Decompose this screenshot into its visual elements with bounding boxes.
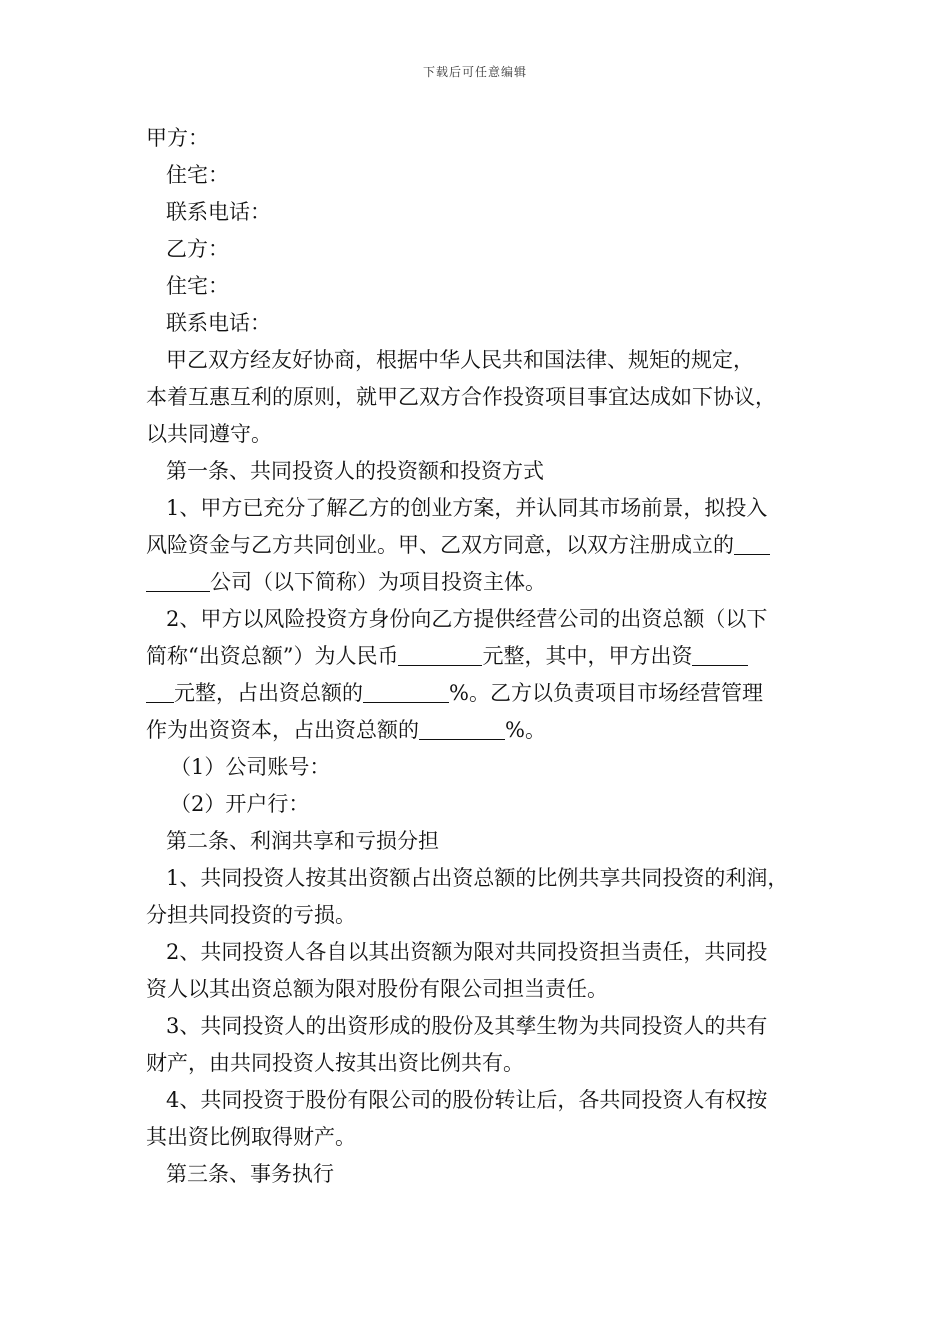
article-2-item: 分担共同投资的亏损。	[146, 903, 356, 927]
article-2-title: 第二条、利润共享和亏损分担	[166, 829, 439, 853]
article-1-para-2	[146, 712, 814, 749]
article-2-item: 财产，由共同投资人按其出资比例共有。	[146, 1051, 524, 1075]
article-2-item: 4、共同投资于股份有限公司的股份转让后，各共同投资人有权按	[166, 1088, 768, 1112]
company-account: （1）公司账号：	[170, 755, 331, 779]
article-1-title: 第一条、共同投资人的投资额和投资方式	[166, 459, 544, 483]
article-3-title: 第三条、事务执行	[166, 1162, 334, 1186]
article-1-para-2	[146, 675, 814, 712]
party-b-label: 乙方：	[166, 237, 229, 261]
article-1-para-2-text: 元整，其中，甲方出资	[482, 644, 693, 668]
party-a-amount-blank	[146, 680, 174, 703]
intro-line: 甲乙双方经友好协商，根据中华人民共和国法律、规矩的规定，	[166, 348, 754, 372]
party-a-phone: 联系电话：	[166, 200, 271, 224]
party-a-percent-blank	[363, 680, 449, 703]
article-2-item: 3、共同投资人的出资形成的股份及其孳生物为共同投资人的共有	[166, 1014, 768, 1038]
party-a-label: 甲方：	[146, 126, 209, 150]
article-1-para-1	[146, 527, 814, 564]
party-a-address: 住宅：	[166, 163, 229, 187]
article-2-item: 资人以其出资总额为限对股份有限公司担当责任。	[146, 977, 608, 1001]
article-1-para-2-text: %。乙方以负责项目市场经营管理	[449, 681, 763, 705]
article-1-para-1	[146, 564, 814, 601]
article-1-para-2	[146, 638, 814, 675]
opening-bank: （2）开户行：	[170, 792, 310, 816]
party-b-percent-blank	[419, 717, 505, 740]
article-1-para-2-text: %。	[505, 718, 546, 742]
article-2-item: 1、共同投资人按其出资额占出资总额的比例共享共同投资的利润，	[166, 866, 789, 890]
party-a-amount-blank	[692, 643, 748, 666]
article-1-para-1: 1、甲方已充分了解乙方的创业方案，并认同其市场前景，拟投入	[166, 496, 768, 520]
article-1-para-1-text: 风险资金与乙方共同创业。甲、乙双方同意，以双方注册成立的	[146, 533, 734, 557]
page-header: 下载后可任意编辑	[422, 65, 527, 79]
party-b-address: 住宅：	[166, 274, 229, 298]
article-1-para-2: 2、甲方以风险投资方身份向乙方提供经营公司的出资总额（以下	[166, 607, 768, 631]
total-amount-blank	[398, 643, 482, 666]
article-2-item: 其出资比例取得财产。	[146, 1125, 356, 1149]
article-1-para-1-text: 公司（以下简称）为项目投资主体。	[210, 570, 546, 594]
company-name-blank	[146, 569, 210, 592]
intro-line: 本着互惠互利的原则，就甲乙双方合作投资项目事宜达成如下协议，	[146, 385, 776, 409]
article-1-para-2-text: 元整，占出资总额的	[174, 681, 363, 705]
agreement-body	[146, 120, 814, 1193]
article-1-para-2-text: 作为出资资本，占出资总额的	[146, 718, 419, 742]
party-b-phone: 联系电话：	[166, 311, 271, 335]
article-1-para-2-text: 简称“出资总额”）为人民币	[146, 644, 399, 668]
company-name-blank	[734, 532, 770, 555]
article-2-item: 2、共同投资人各自以其出资额为限对共同投资担当责任，共同投	[166, 940, 768, 964]
intro-line: 以共同遵守。	[146, 422, 272, 446]
